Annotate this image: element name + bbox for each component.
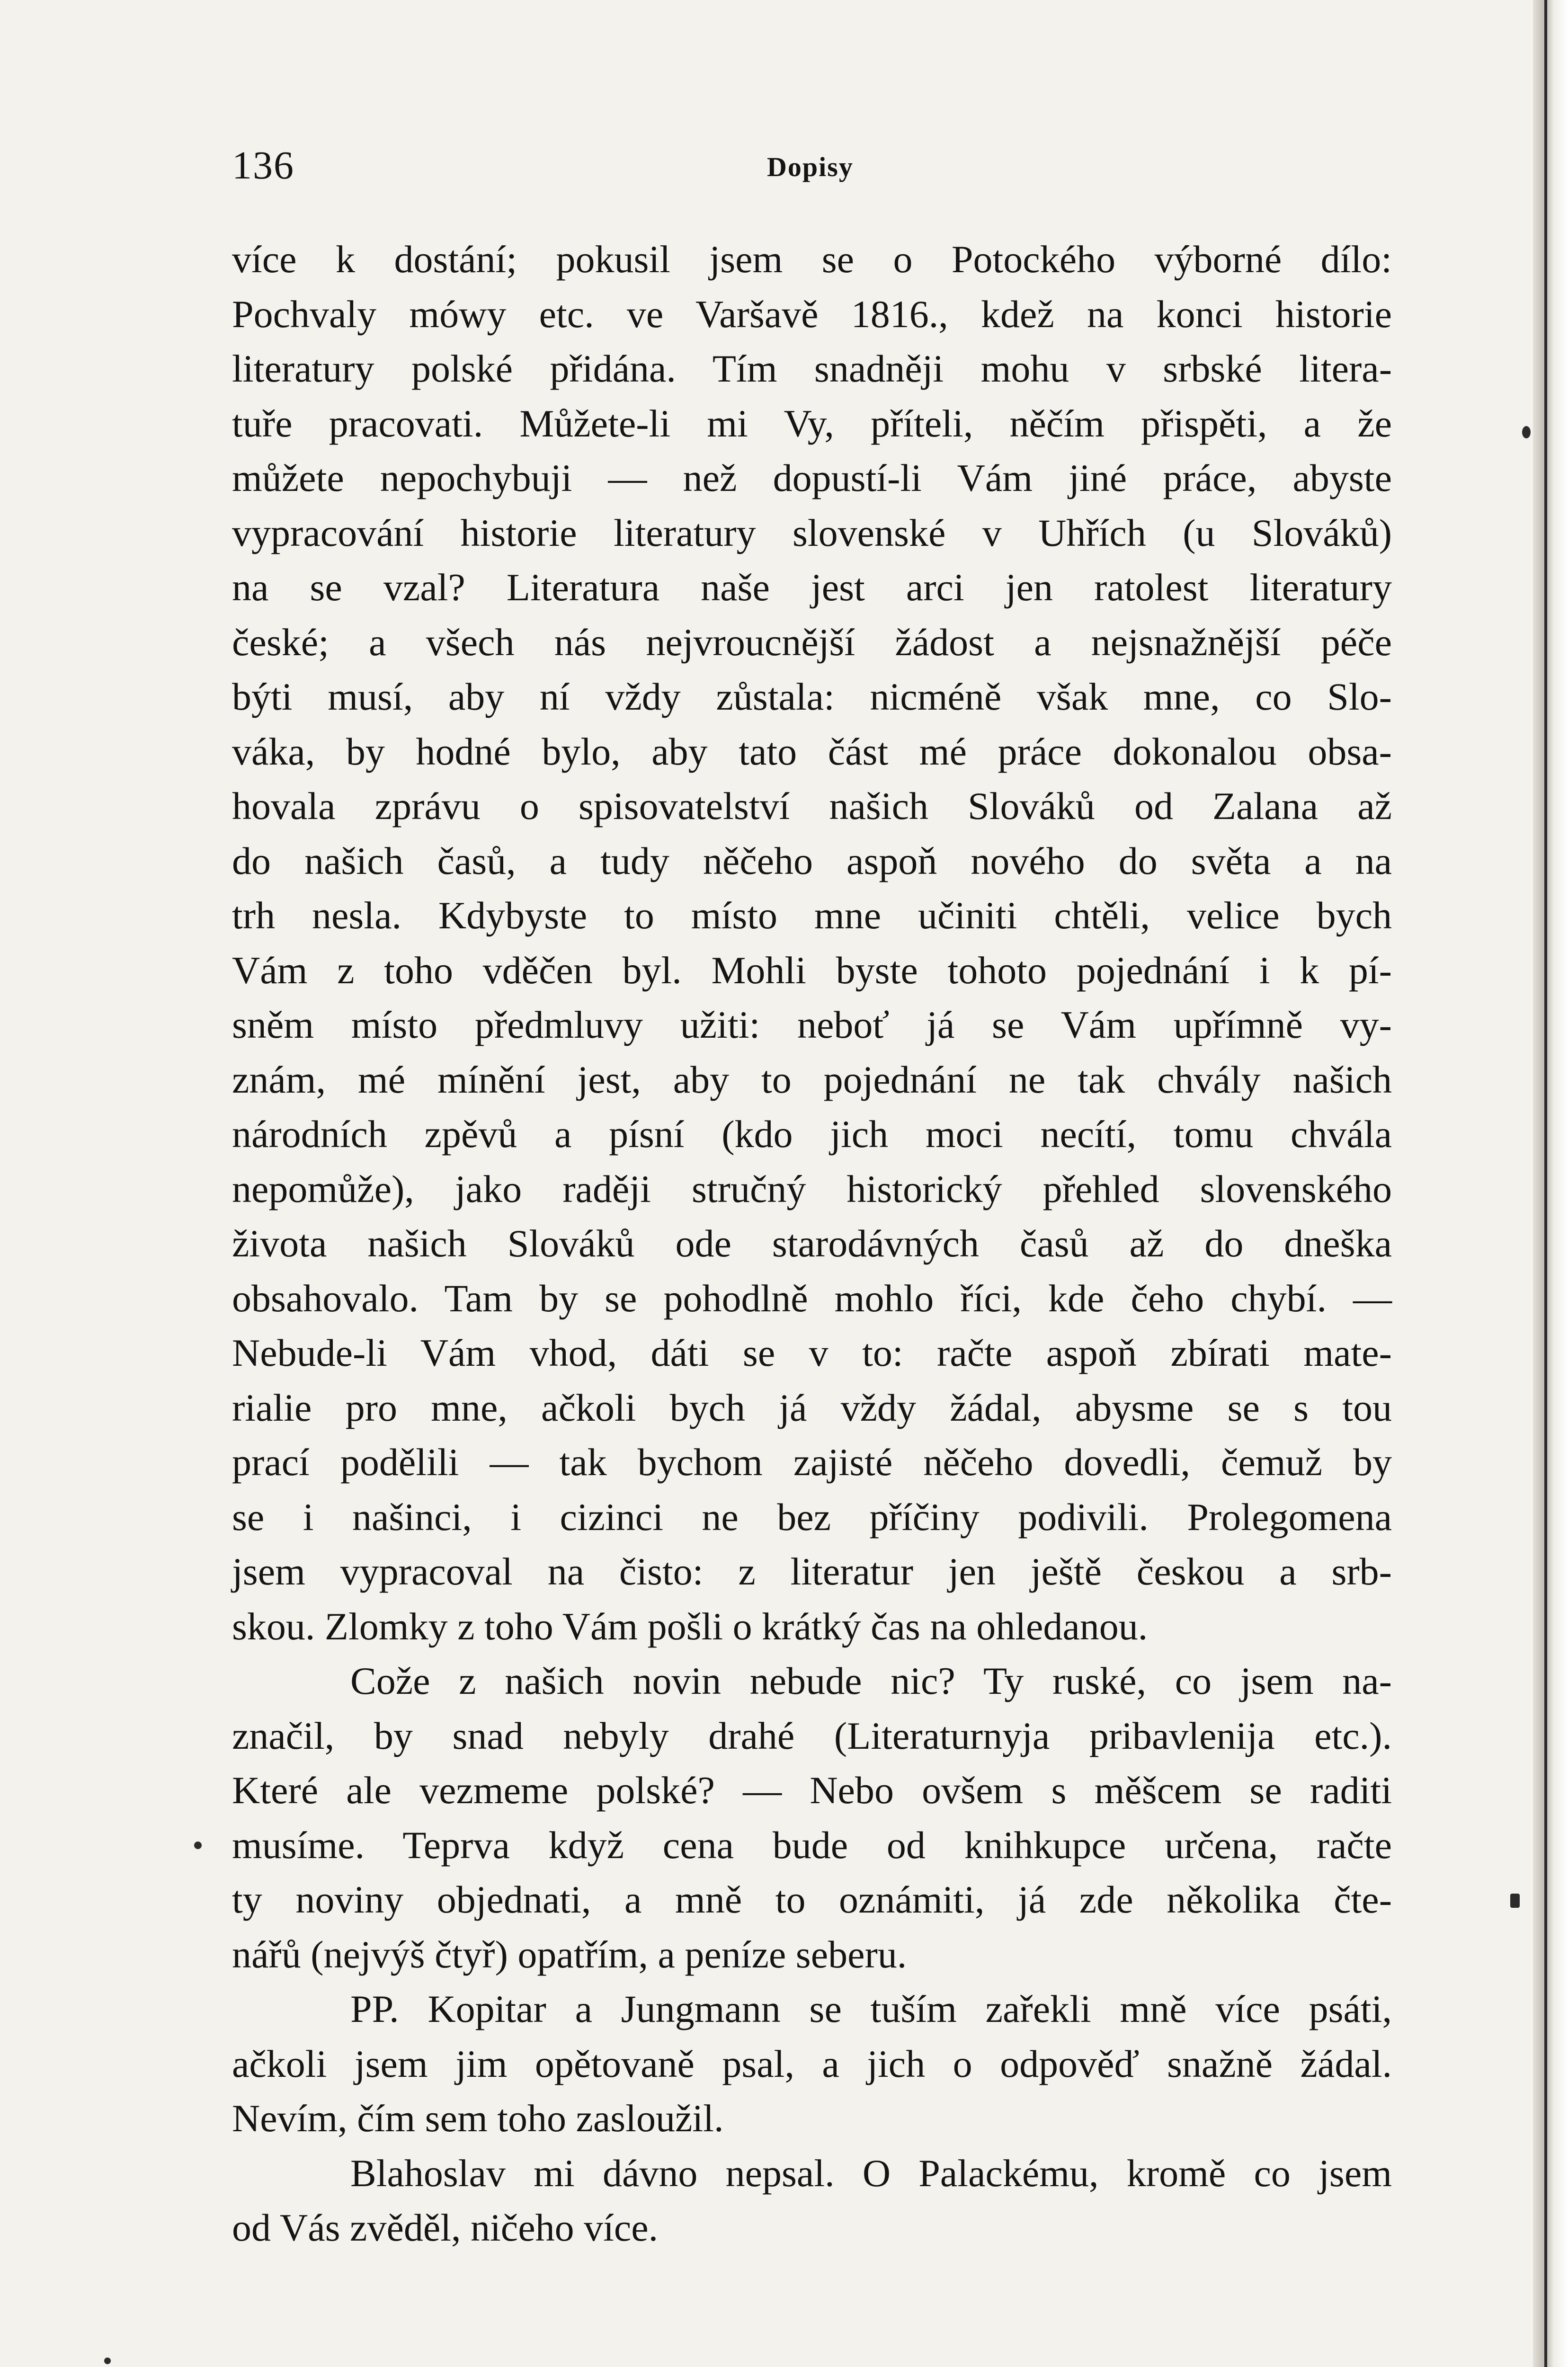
text-line: obsahovalo. Tam by se pohodlně mohlo říci, kde čeho chybí. — [232,1276,1392,1320]
text-line: značil, by snad nebyly drahé (Literaturnyja pribavlenija etc.). [232,1714,1392,1757]
text-line: jsem vypracoval na čisto: z literatur jen ještě českou a srb- [232,1550,1392,1593]
page-number: 136 [232,143,294,187]
text-line: PP. Kopitar a Jungmann se tuším zařekli mně více psáti, [350,1987,1392,2030]
text-line: ty noviny objednati, a mně to oznámiti, já zde několika čte- [232,1878,1392,1921]
text-line: býti musí, aby ní vždy zůstala: nicméně však mne, co Slo- [232,675,1392,718]
text-line: vypracování historie literatury slovenské v Uhřích (u Slováků) [232,511,1392,554]
page-edge-shadow [1533,0,1568,2367]
text-line: prací podělili — tak bychom zajisté něčeho dovedli, čemuž by [232,1441,1392,1484]
text-line: Blahoslav mi dávno nepsal. O Palackému, kromě co jsem [350,2151,1392,2195]
text-line: nepomůže), jako raději stručný historický přehled slovenského [232,1167,1392,1210]
text-line: sněm místo předmluvy užiti: neboť já se Vám upřímně vy- [232,1003,1392,1046]
text-line: trh nesla. Kdybyste to místo mne učiniti chtěli, velice bych [232,894,1392,937]
text-line: rialie pro mne, ačkoli bych já vždy žádal, abysme se s tou [232,1386,1392,1429]
body-text [232,232,1392,2255]
text-line: nářů (nejvýš čtyř) opatřím, a peníze seberu. [232,1932,907,1976]
text-line: znám, mé mínění jest, aby to pojednání ne tak chvály našich [232,1058,1392,1101]
text-line: Nevím, čím sem toho zasloužil. [232,2097,724,2140]
text-line: české; a všech nás nejvroucnější žádost a nejsnažnější péče [232,620,1392,664]
text-line: života našich Slováků ode starodávných časů až do dneška [232,1222,1392,1265]
text-line: Cože z našich novin nebude nic? Ty ruské, co jsem na- [350,1659,1392,1702]
text-line: můžete nepochybuji — než dopustí-li Vám jiné práce, abyste [232,456,1392,499]
text-line: ačkoli jsem jim opětovaně psal, a jich o odpověď snažně žádal. [232,2042,1392,2085]
ink-speck [104,2358,111,2364]
text-line: do našich časů, a tudy něčeho aspoň nového do světa a na [232,839,1392,882]
text-line: se i našinci, i cizinci ne bez příčiny podivili. Prolegomena [232,1495,1392,1539]
text-line: tuře pracovati. Můžete-li mi Vy, příteli, něčím přispěti, a že [232,401,1392,445]
text-line: musíme. Teprva když cena bude od knihkupce určena, račte [232,1823,1392,1867]
text-line: Pochvaly mówy etc. ve Varšavě 1816., kdež na konci historie [232,292,1392,336]
text-line: skou. Zlomky z toho Vám pošli o krátký čas na ohledanou. [232,1604,1148,1648]
text-line: literatury polské přidána. Tím snadněji mohu v srbské litera- [232,347,1392,390]
text-line: váka, by hodné bylo, aby tato část mé práce dokonalou obsa- [232,730,1392,773]
page-header [232,140,1392,192]
text-line: na se vzal? Literatura naše jest arci jen ratolest literatury [232,566,1392,609]
ink-speck [1522,426,1531,438]
text-line: Nebude-li Vám vhod, dáti se v to: račte aspoň zbírati mate- [232,1331,1392,1374]
text-line: od Vás zvěděl, ničeho více. [232,2206,659,2249]
text-line: více k dostání; pokusil jsem se o Potockého výborné dílo: [232,238,1392,281]
ink-speck [194,1842,202,1849]
text-line: hovala zprávu o spisovatelství našich Slováků od Zalana až [232,784,1392,828]
text-line: národních zpěvů a písní (kdo jich moci necítí, tomu chvála [232,1112,1392,1156]
text-line: Vám z toho vděčen byl. Mohli byste tohoto pojednání i k pí- [232,948,1392,992]
page-edge-line [1544,0,1547,2367]
running-head: Dopisy [767,151,854,182]
ink-speck [1510,1894,1520,1908]
text-line: Které ale vezmeme polské? — Nebo ovšem s měšcem se raditi [232,1769,1392,1812]
